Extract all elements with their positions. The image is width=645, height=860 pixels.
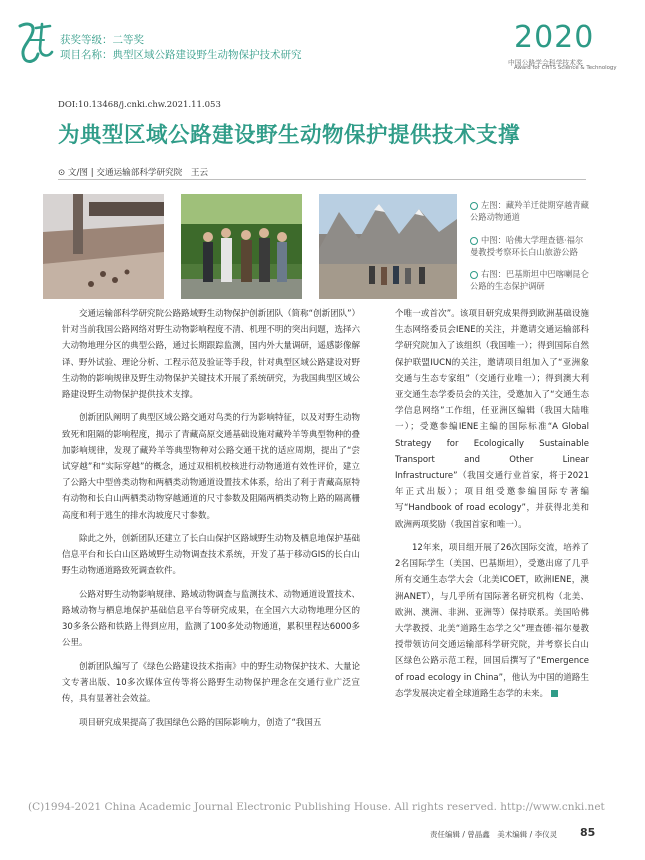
editor-credits: 责任编辑 / 曾晶鑫 美术编辑 / 李仪灵 xyxy=(430,830,558,839)
caption-middle: 中图：哈佛大学理查德·福尔曼教授考察环长白山旅游公路 xyxy=(470,235,584,257)
paragraph: 12年来，项目组开展了26次国际交流，培养了2名国际学生（美国、巴基斯坦），受邀出席了几乎所有交通生态学大会（北美ICOET，欧洲IENE，澳洲ANET），与几乎所有国际著名研究机构（北美、欧洲、澳洲、非洲、亚洲等）保持联系。美国哈佛大学教授、北美“道路生态学之父”理查德·福尔曼教授带领访问交通运输部科学研究院，并考察长白山区绿色公路示范工程，回国后撰写了“Emergence of road ecology in China”，他认为中国的道路生态学发展决定着全球道路生态学的未来。 xyxy=(395,543,589,699)
divider xyxy=(58,179,586,180)
award-name-cn: 中国公路学会科学技术奖 xyxy=(508,59,583,67)
caption-left: 左图：藏羚羊迁徙期穿越青藏公路动物通道 xyxy=(470,200,589,222)
article-title: 为典型区域公路建设野生动物保护提供技术支撑 xyxy=(58,123,521,148)
cnki-watermark: (C)1994-2021 China Academic Journal Electronic Publishing House. All rights reserved. http://www.cnki.net xyxy=(28,801,605,813)
caption-right: 右图：巴基斯坦中巴喀喇昆仑公路的生态保护调研 xyxy=(470,269,589,291)
paragraph: 公路对野生动物影响规律、路域动物调查与监测技术、动物通道设置技术、路域动物与栖息地保护基础信息平台等研究成果，在全国六大动物地理分区的30多条公路和铁路上得到应用，监测了100多处动物通道，累积里程达6000多公里。 xyxy=(62,589,360,649)
photo-middle-harvard-visit xyxy=(181,194,302,299)
page-number: 85 xyxy=(580,826,596,839)
body-right-column xyxy=(395,306,589,709)
byline: ⊙ 文/图 | 交通运输部科学研究院 王云 xyxy=(58,168,209,178)
photo-right-karakoram-survey xyxy=(319,194,457,299)
paragraph: 交通运输部科学研究院公路路域野生动物保护创新团队（简称“创新团队”）针对当前我国公路网络对野生动物影响程度不清、机理不明的突出问题，选择六大动物地理分区的典型公路，通过长期跟踪监测，国内外大量调研，遥感影像解译、野外试验、理论分析、工程示范及验证等手段，针对典型区域公路建设对野生动物的影响规律及野生动物保护关键技术开展了系统研究，为我国典型区域公路建设野生动物保护提供技术支撑。 xyxy=(62,309,360,401)
paragraph: 除此之外，创新团队还建立了长白山保护区路域野生动物及栖息地保护基础信息平台和长白山区路域野生动物调查技术系统，开发了基于移动GIS的长白山野生动物通道路致死调查软件。 xyxy=(62,534,360,577)
award-calligraphy-logo xyxy=(14,18,58,68)
award-name-en: Award for CHTS Science & Technology xyxy=(514,65,617,71)
caption-bullet-icon xyxy=(470,271,478,279)
paragraph: 个唯一或首次”。该项目研究成果得到欧洲基础设施生态网络委员会IENE的关注，并邀请交通运输部科学研究院加入了该组织（我国唯一）；得到国际自然保护联盟IUCN的关注，邀请项目组加入了“亚洲象交通与生态专家组”（交通行业唯一）；得到澳大利亚交通生态学委员会的关注，受邀加入了“交通生态学信息网络”工作组，任亚洲区编辑（我国大陆唯一）；受邀参编IENE主编的国际标准“A Global Strategy for Ecologically Sustainable Transport and Other Linear Infrastructure”（我国交通行业首家，将于2021年正式出版）；项目组受邀参编国际专著编写“Handbook of road ecology”，并获得北美和欧洲两项奖励（我国首家和唯一）。 xyxy=(395,309,589,530)
paragraph: 创新团队阐明了典型区域公路交通对鸟类的行为影响特征，以及对野生动物致死和阻隔的影响程度，揭示了青藏高原交通基础设施对藏羚羊等典型物种的叠加影响规律，发现了藏羚羊等典型物种对公路交通干扰的适应周期，提出了“尝试穿越”和“实际穿越”的概念，通过双相机校核进行动物通道有效性评价，建立了公路大中型兽类动物和两栖类动物通道设置技术体系，给出了利于青藏高原特有动物和长白山两栖类动物穿越通道的尺寸参数及阻隔两栖类动物上路的隔离栅高度和利于逃生的排水沟坡度尺寸参数。 xyxy=(62,413,360,521)
caption-bullet-icon xyxy=(470,237,478,245)
photo-left-antelope-crossing xyxy=(43,194,164,299)
paragraph: 创新团队编写了《绿色公路建设技术指南》中的野生动物保护技术、大量论文专著出版、10多次媒体宣传等将公路野生动物保护理念在交通行业广泛宣传，具有显著社会效益。 xyxy=(62,661,360,705)
doi: DOI:10.13468/j.cnki.chw.2021.11.053 xyxy=(58,100,221,110)
body-left-column xyxy=(62,306,360,738)
project-name: 项目名称：典型区域公路建设野生动物保护技术研究 xyxy=(60,49,302,61)
caption-bullet-icon xyxy=(470,202,478,210)
end-of-article-icon xyxy=(551,690,558,697)
paragraph: 项目研究成果提高了我国绿色公路的国际影响力，创造了“我国五 xyxy=(79,717,322,728)
award-year: 2020 xyxy=(514,20,595,55)
award-level: 获奖等级：二等奖 xyxy=(60,34,144,46)
